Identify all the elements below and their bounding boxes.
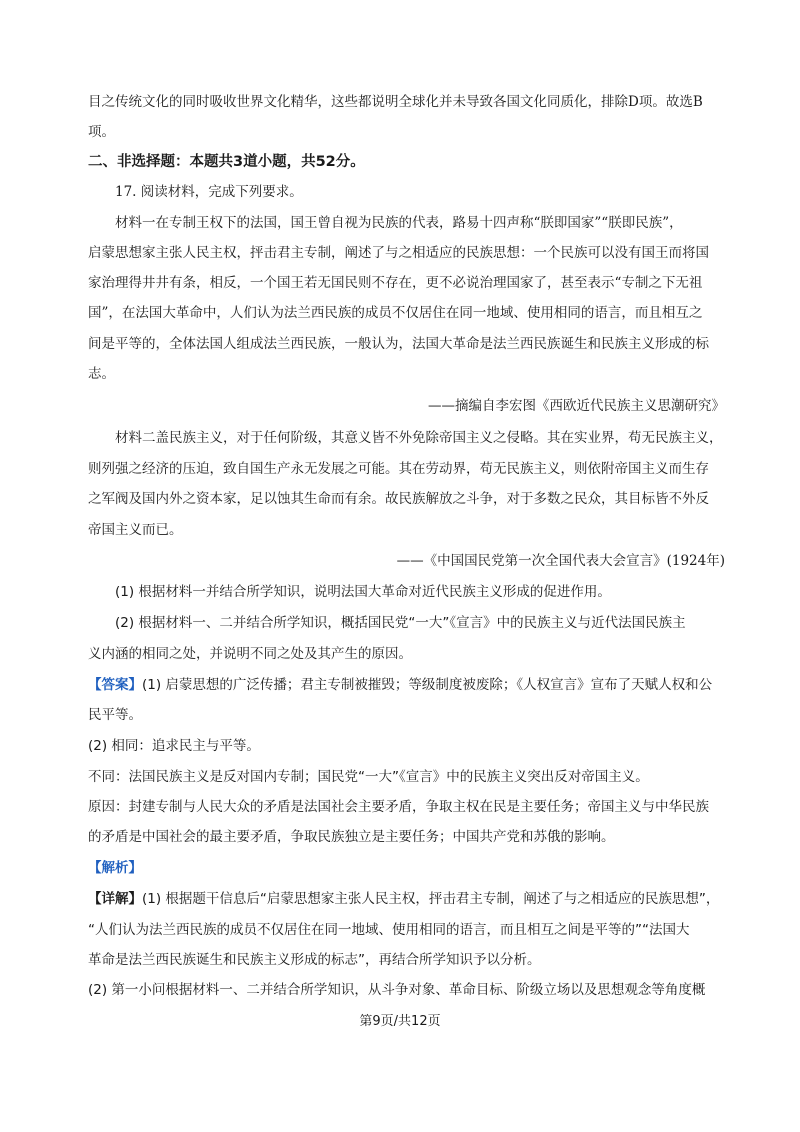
detail-text: “人们认为法兰西民族的成员不仅居住在同一地域、使用相同的语言，而且相互之间是平等的”“法国大 — [88, 922, 690, 938]
material-1-line: 家治理得井井有条，相反，一个国王若无国民则不存在，更不必说治理国家了，甚至表示“专制之下无祖 — [88, 275, 703, 291]
text-line: 目之传统文化的同时吸收世界文化精华，这些都说明全球化并未导致各国文化同质化，排除D项。故选B — [88, 94, 703, 110]
answer-tag: 【答案】 — [88, 677, 142, 693]
material-1-source: ——摘编自李宏图《西欧近代民族主义思潮研究》 — [428, 398, 725, 414]
page-number: 第9页/共12页 — [359, 1014, 441, 1029]
analysis-tag: 【解析】 — [88, 860, 142, 876]
material-1-line: 志。 — [88, 366, 115, 382]
answer-text: 的矛盾是中国社会的最主要矛盾，争取民族独立是主要任务；中国共产党和苏俄的影响。 — [88, 829, 615, 845]
material-2-line: 材料二盖民族主义，对于任何阶级，其意义皆不外免除帝国主义之侵略。其在实业界，苟无民族主义， — [115, 430, 723, 446]
material-2-line: 帝国主义而已。 — [88, 522, 183, 538]
material-2-line: 则列强之经济的压迫，致自国生产永无发展之可能。其在劳动界，苟无民族主义，则依附帝国主义而生存 — [88, 461, 709, 477]
detail-text: 革命是法兰西民族诞生和民族主义形成的标志”，再结合所学知识予以分析。 — [88, 952, 541, 968]
answer-text: 民平等。 — [88, 707, 142, 723]
answer-text: 不同：法国民族主义是反对国内专制；国民党“一大”《宣言》中的民族主义突出反对帝国主义。 — [88, 769, 649, 785]
text-line: 项。 — [88, 124, 115, 140]
detail-text: (1) 根据题干信息后“启蒙思想家主张人民主权，抨击君主专制，阐述了与之相适应的民族思想”， — [142, 891, 720, 907]
sub-question-1: (1) 根据材料一并结合所学知识，说明法国大革命对近代民族主义形成的促进作用。 — [115, 584, 611, 600]
answer-text: 原因：封建专制与人民大众的矛盾是法国社会主要矛盾，争取主权在民是主要任务；帝国主义与中华民族 — [88, 799, 709, 815]
sub-question-2: (2) 根据材料一、二并结合所学知识，概括国民党“一大”《宣言》中的民族主义与近代法国民族主 — [115, 615, 686, 631]
material-1-line: 启蒙思想家主张人民主权，抨击君主专制，阐述了与之相适应的民族思想：一个民族可以没有国王而将国 — [88, 245, 709, 261]
detail-tag: 【详解】 — [88, 891, 142, 907]
detail-block — [88, 889, 719, 909]
answer-block — [88, 675, 712, 695]
question-17-prompt: 17. 阅读材料，完成下列要求。 — [115, 184, 303, 200]
material-2-line: 之军阀及国内外之资本家，足以蚀其生命而有余。故民族解放之斗争，对于多数之民众，其目标皆不外反 — [88, 491, 709, 507]
material-2-source: ——《中国国民党第一次全国代表大会宣言》(1924年) — [396, 553, 725, 569]
material-1-line: 国”，在法国大革命中，人们认为法兰西民族的成员不仅居住在同一地域、使用相同的语言，而且相互之 — [88, 305, 703, 321]
sub-question-2: 义内涵的相同之处，并说明不同之处及其产生的原因。 — [88, 646, 412, 662]
material-1-line: 间是平等的，全体法国人组成法兰西民族，一般认为，法国大革命是法兰西民族诞生和民族主义形成的标 — [88, 336, 709, 352]
material-1-line: 材料一在专制王权下的法国，国王曾自视为民族的代表，路易十四声称“朕即国家”“朕即民族”， — [115, 215, 683, 231]
detail-text: (2) 第一小问根据材料一、二并结合所学知识，从斗争对象、革命目标、阶级立场以及思想观念等角度概 — [88, 982, 706, 998]
section-heading: 二、非选择题：本题共3道小题，共52分。 — [88, 154, 365, 170]
answer-text: (2) 相同：追求民主与平等。 — [88, 738, 260, 754]
answer-text: (1) 启蒙思想的广泛传播；君主专制被摧毁；等级制度被废除；《人权宣言》宣布了天赋人权和公 — [142, 677, 713, 693]
